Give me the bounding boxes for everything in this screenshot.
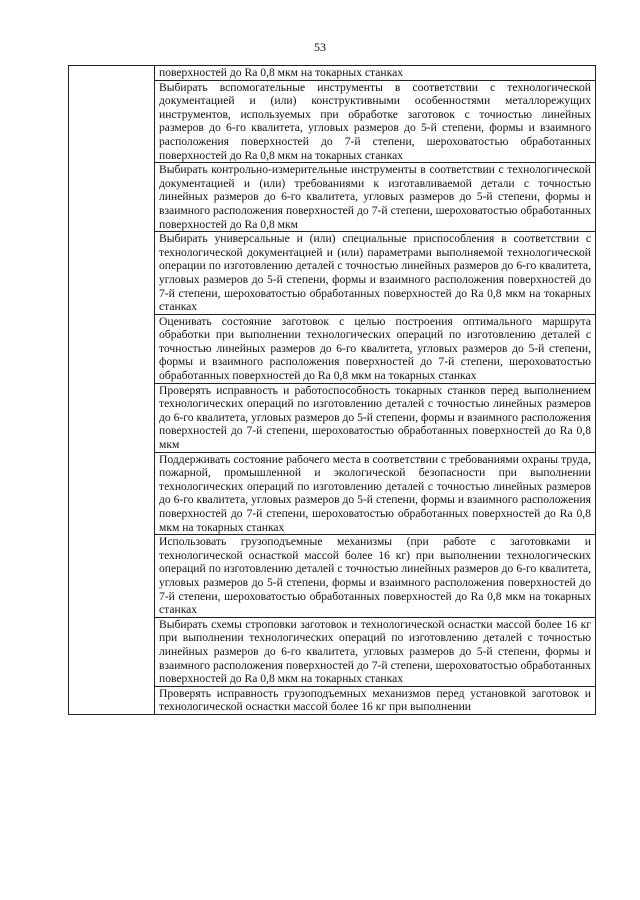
skill-text: Выбирать контрольно-измерительные инструменты в соответствии с технологической документацией и (или) требованиями к изготавливаемой детали с точностью линейных размеров до 6-го квалитета, угловых размеров до 5-й степени, формы и взаимного расположения поверхностей до 7-й степени, шероховатостью обработанных поверхностей до Ra 0,8 мкм	[159, 163, 591, 231]
skill-cell	[155, 232, 596, 315]
skill-text: Выбирать схемы строповки заготовок и технологической оснастки массой более 16 кг при выполнении технологических операций по изготовлению деталей с точностью линейных размеров до 6-го квалитета, угловых размеров до 5-й степени, формы и взаимного расположения поверхностей до 7-й степени, шероховатостью обработанных поверхностей до Ra 0,8 мкм на токарных станках	[159, 617, 591, 686]
table-row	[69, 66, 596, 81]
skill-text: Проверять исправность грузоподъемных механизмов перед установкой заготовок и технологической оснастки массой более 16 кг при выполнении	[159, 686, 591, 714]
skill-text: Выбирать вспомогательные инструменты в соответствии с технологической документацией и (или) конструктивными особенностями металлорежущих инструментов, используемых при обработке заготовок с точностью линейных размеров до 6-го квалитета, угловых размеров до 5-й степени, формы и взаимного расположения поверхностей до 7-й степени, шероховатостью обработанных поверхностей до Ra 0,8 мкм на токарных станках	[159, 80, 591, 162]
skill-cell	[155, 535, 596, 618]
skill-text: Использовать грузоподъемные механизмы (при работе с заготовками и технологической оснасткой массой более 16 кг) при выполнении технологических операций по изготовлению деталей с точностью линейных размеров до 6-го квалитета, угловых размеров до 5-й степени, формы и взаимного расположения поверхностей до 7-й степени, шероховатостью обработанных поверхностей до Ra 0,8 мкм на токарных станках	[159, 535, 591, 617]
skill-text: Проверять исправность и работоспособность токарных станков перед выполнением технологических операций по изготовлению деталей с точностью линейных размеров до 6-го квалитета, угловых размеров до 5-й степени, формы и взаимного расположения поверхностей до 7-й степени, шероховатостью обработанных поверхностей до Ra 0,8 мкм	[159, 383, 591, 452]
skills-table	[68, 65, 596, 715]
skill-text: Выбирать универсальные и (или) специальные приспособления в соответствии с технологической документацией и (или) параметрами выполняемой технологической операции по изготовлению деталей с точностью линейных размеров до 6-го квалитета, угловых размеров до 5-й степени, формы и взаимного расположения поверхностей до 7-й степени, шероховатостью обработанных поверхностей до Ra 0,8 мкм на токарных станках	[159, 232, 591, 314]
skill-text: Оценивать состояние заготовок с целью построения оптимального маршрута обработки при выполнении технологических операций по изготовлению деталей с точностью линейных размеров до 6-го квалитета, угловых размеров до 5-й степени, формы и взаимного расположения поверхностей до 7-й степени, шероховатостью обработанных поверхностей до Ra 0,8 мкм на токарных станках	[159, 314, 591, 383]
skill-cell	[155, 80, 596, 163]
skill-cell	[155, 452, 596, 535]
skill-cell	[155, 617, 596, 686]
skill-text: Поддерживать состояние рабочего места в соответствии с требованиями охраны труда, пожарной, промышленной и экологической безопасности при выполнении технологических операций по изготовлению деталей с точностью линейных размеров до 6-го квалитета, угловых размеров до 5-й степени, формы и взаимного расположения поверхностей до 7-й степени, шероховатостью обработанных поверхностей до Ra 0,8 мкм на токарных станках	[159, 452, 591, 534]
skill-cell	[155, 383, 596, 452]
skill-text: поверхностей до Ra 0,8 мкм на токарных станках	[159, 66, 404, 79]
skill-cell	[155, 66, 596, 81]
skill-cell	[155, 314, 596, 383]
skill-cell	[155, 163, 596, 232]
label-column-cell	[69, 66, 155, 715]
page-number: 53	[314, 40, 326, 54]
skill-cell	[155, 686, 596, 714]
